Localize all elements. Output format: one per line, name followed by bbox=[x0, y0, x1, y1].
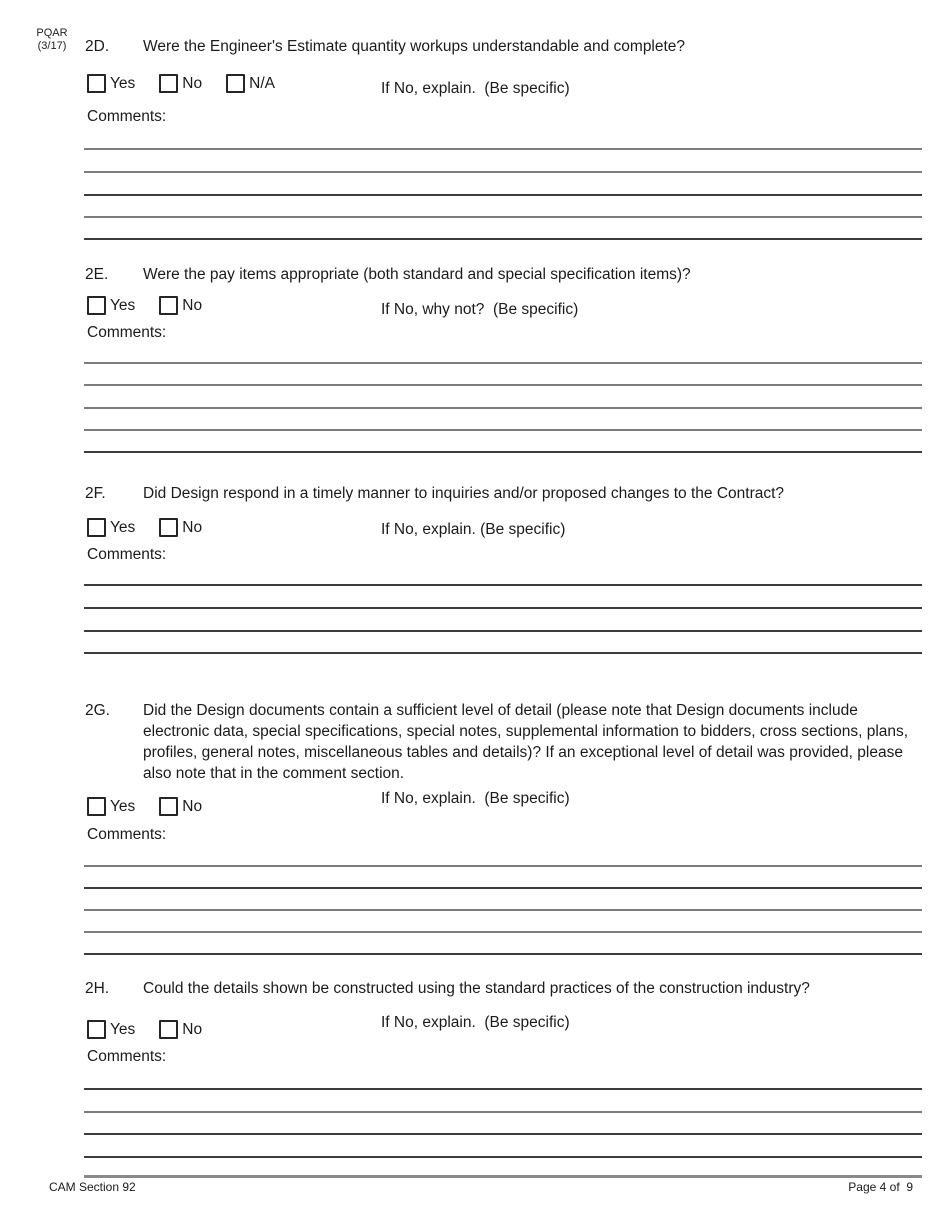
comments-label: Comments: bbox=[87, 1048, 167, 1065]
options-row bbox=[87, 296, 202, 315]
question-row bbox=[85, 264, 691, 285]
if-no-prompt: If No, explain. (Be specific) bbox=[381, 1014, 570, 1031]
question-text: Did Design respond in a timely manner to inquiries and/or proposed changes to the Contract? bbox=[143, 485, 785, 502]
comment-line bbox=[84, 865, 922, 867]
question-number: 2F. bbox=[85, 485, 106, 502]
options-row bbox=[87, 797, 202, 816]
option-label-no: No bbox=[182, 74, 203, 92]
checkbox-yes[interactable] bbox=[87, 1020, 106, 1039]
if-no-prompt: If No, explain. (Be specific) bbox=[381, 521, 566, 538]
option-no bbox=[159, 74, 202, 93]
option-yes bbox=[87, 74, 135, 93]
option-label-no: No bbox=[182, 518, 203, 536]
comments-label: Comments: bbox=[87, 324, 167, 341]
option-yes bbox=[87, 797, 135, 816]
question-text: Could the details shown be constructed using the standard practices of the construction industry? bbox=[143, 980, 810, 997]
comment-line bbox=[84, 652, 922, 654]
comment-line bbox=[84, 909, 922, 911]
comment-line bbox=[84, 1088, 922, 1090]
option-label-yes: Yes bbox=[110, 518, 136, 536]
question-number: 2D. bbox=[85, 38, 110, 55]
if-no-prompt: If No, explain. (Be specific) bbox=[381, 80, 570, 97]
option-no bbox=[159, 797, 202, 816]
comments-label: Comments: bbox=[87, 826, 167, 843]
option-no bbox=[159, 1020, 202, 1039]
options-row bbox=[87, 1020, 202, 1039]
checkbox-no[interactable] bbox=[159, 296, 178, 315]
comment-line bbox=[84, 148, 922, 150]
comment-line bbox=[84, 451, 922, 453]
checkbox-yes[interactable] bbox=[87, 74, 106, 93]
question-row bbox=[85, 483, 784, 504]
comment-line bbox=[84, 931, 922, 933]
comment-line bbox=[84, 362, 922, 364]
comment-line bbox=[84, 216, 922, 218]
form-id bbox=[30, 27, 74, 53]
option-label-yes: Yes bbox=[110, 74, 136, 92]
comment-line bbox=[84, 1156, 922, 1158]
comment-line bbox=[84, 1133, 922, 1135]
question-text: Did the Design documents contain a sufficient level of detail (please note that Design documents include electronic data, special specifications, special notes, supplemental information to bidders, cross sections, plans, profiles, general notes, miscellaneous tables and details)? If an exceptional level of detail was provided, please also note that in the comment section. bbox=[143, 702, 909, 782]
form-revision: (3/17) bbox=[37, 40, 67, 52]
checkbox-yes[interactable] bbox=[87, 296, 106, 315]
option-label-yes: Yes bbox=[110, 1020, 136, 1038]
question-number: 2G. bbox=[85, 702, 110, 719]
comment-line bbox=[84, 194, 922, 196]
question-row bbox=[85, 36, 685, 57]
options-row bbox=[87, 518, 202, 537]
comment-line bbox=[84, 607, 922, 609]
question-number: 2E. bbox=[85, 266, 109, 283]
option-yes bbox=[87, 1020, 135, 1039]
comments-label: Comments: bbox=[87, 546, 167, 563]
comments-label: Comments: bbox=[87, 108, 167, 125]
form-code: PQAR bbox=[36, 27, 68, 39]
checkbox-yes[interactable] bbox=[87, 797, 106, 816]
option-label-no: No bbox=[182, 296, 203, 314]
footer-page-number: Page 4 of 9 bbox=[848, 1180, 913, 1194]
question-text: Were the Engineer's Estimate quantity workups understandable and complete? bbox=[143, 38, 686, 55]
comment-line bbox=[84, 407, 922, 409]
comment-line bbox=[84, 1111, 922, 1113]
if-no-prompt: If No, why not? (Be specific) bbox=[381, 301, 579, 318]
checkbox-yes[interactable] bbox=[87, 518, 106, 537]
comment-line bbox=[84, 429, 922, 431]
question-text: Were the pay items appropriate (both standard and special specification items)? bbox=[143, 266, 691, 283]
comment-line bbox=[84, 953, 922, 955]
comment-line bbox=[84, 171, 922, 173]
option-label-yes: Yes bbox=[110, 797, 136, 815]
options-row bbox=[87, 74, 275, 93]
option-no bbox=[159, 296, 202, 315]
comment-line bbox=[84, 887, 922, 889]
question-row bbox=[85, 700, 921, 784]
option-label-na: N/A bbox=[249, 74, 275, 92]
question-row bbox=[85, 978, 810, 999]
option-label-no: No bbox=[182, 797, 203, 815]
footer-rule bbox=[84, 1175, 922, 1178]
comment-line bbox=[84, 384, 922, 386]
option-label-no: No bbox=[182, 1020, 203, 1038]
if-no-prompt: If No, explain. (Be specific) bbox=[381, 790, 570, 807]
option-na bbox=[226, 74, 275, 93]
option-yes bbox=[87, 518, 135, 537]
comment-line bbox=[84, 584, 922, 586]
comment-line bbox=[84, 238, 922, 240]
question-number: 2H. bbox=[85, 980, 110, 997]
option-no bbox=[159, 518, 202, 537]
footer-section-label: CAM Section 92 bbox=[49, 1180, 136, 1194]
checkbox-no[interactable] bbox=[159, 797, 178, 816]
checkbox-na[interactable] bbox=[226, 74, 245, 93]
comment-line bbox=[84, 630, 922, 632]
option-yes bbox=[87, 296, 135, 315]
checkbox-no[interactable] bbox=[159, 518, 178, 537]
checkbox-no[interactable] bbox=[159, 1020, 178, 1039]
checkbox-no[interactable] bbox=[159, 74, 178, 93]
option-label-yes: Yes bbox=[110, 296, 136, 314]
